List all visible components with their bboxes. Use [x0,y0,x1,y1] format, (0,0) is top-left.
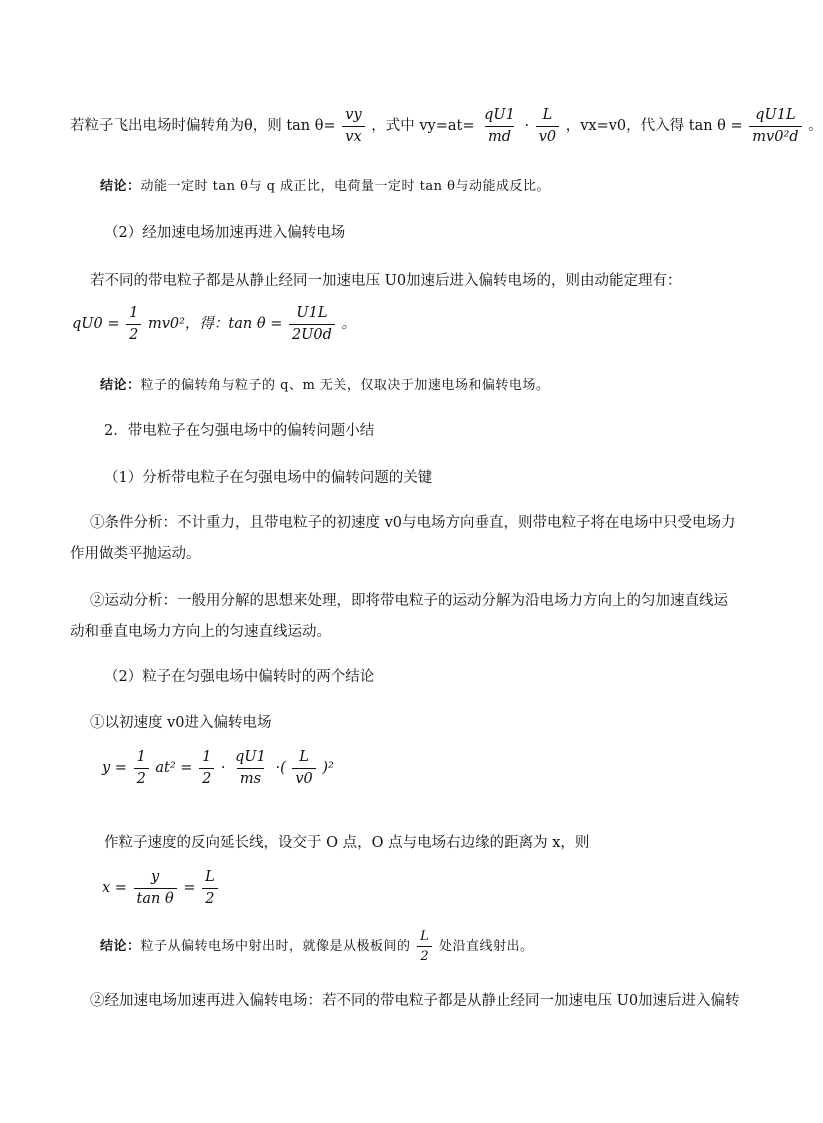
conclusion-text: 粒子的偏转角与粒子的 q、m 无关，仅取决于加速电场和偏转电场。 [140,378,550,393]
fraction-L-2: $\frac{L}{2}$ [417,930,432,963]
fraction-qU1L-mv0d: $\frac{qU1L}{\text{mv0²d}}$ [749,108,801,144]
para-deflection-angle: 若粒子飞出电场时偏转角为θ，则 tan θ= $\frac{vy}{vx}$ ，式中 vy=at= $\frac{qU1}{md}$ · $\frac{L}{v0}$ ，vx=v0，代入得 tan θ = $\frac{qU1L}{\text{mv0²d}}$ 。 [70,107,823,145]
conclusion-text: 动能一定时 tan θ与 q 成正比，电荷量一定时 tan θ与动能成反比。 [140,179,550,194]
para1-text-c: ，vx=v0，代入得 tan θ = [565,118,743,134]
equation-deflection-y: y = $\frac{1}{2}$ at² = $\frac{1}{2}$ · $\frac{qU1}{ms}$ ·( $\frac{L}{v0}$ )² [102,749,334,787]
motion-analysis-line-2: 动和垂直电场力方向上的匀速直线运动。 [70,624,331,640]
para1-text-b: ，式中 vy=at= [371,118,475,134]
section-heading-2: 2．带电粒子在匀强电场中的偏转问题小结 [104,423,375,439]
fraction-vy-vx: $\frac{vy}{vx}$ [342,108,364,144]
fraction-half: $\frac{1}{2}$ [199,750,214,786]
conclusion-3: 结论：粒子从偏转电场中射出时，就像是从极板间的 $\frac{L}{2}$ 处沿直线射出。 [100,929,534,964]
fraction-L-2: $\frac{L}{2}$ [202,870,218,906]
para-kinetic-energy: 若不同的带电粒子都是从静止经同一加速电压 U0加速后进入偏转电场的，则由动能定理有： [90,273,682,289]
fraction-qU1-ms: $\frac{qU1}{ms}$ [235,749,266,787]
result-accelerate-then-deflect: ②经加速电场加速再进入偏转电场：若不同的带电粒子都是从静止经同一加速电压 U0加速后进入偏转 [90,993,740,1009]
heading-accelerate-then-deflect: （2）经加速电场加速再进入偏转电场 [104,225,346,241]
result-initial-velocity: ①以初速度 v0进入偏转电场 [90,715,272,731]
fraction-L-v0: $\frac{L}{v0}$ [536,108,559,144]
subheading-key-analysis: （1）分析带电粒子在匀强电场中的偏转问题的关键 [104,470,433,486]
conclusion-label: 结论： [100,939,141,954]
para-reverse-extension: 作粒子速度的反向延长线，设交于 O 点，O 点与电场右边缘的距离为 x，则 [104,835,590,851]
conclusion-1 [100,180,550,193]
conclusion-2 [100,379,549,392]
equation-kinetic: qU0 = $\frac{1}{2}$ mv0²，得：tan θ = $\frac{U1L}{2U0d}$ 。 [72,305,357,343]
condition-analysis-line-1: ①条件分析：不计重力，且带电粒子的初速度 v0与电场方向垂直，则带电粒子将在电场中只受电场力 [90,515,736,531]
fraction-qU1-md: $\frac{qU1}{md}$ [484,107,515,145]
conclusion-label: 结论： [100,179,141,194]
equation-x-distance: x = $\frac{y}{\text{tan θ}}$ = $\frac{L}{2}$ [102,870,220,906]
fraction-U1L-2U0d: $\frac{U1L}{2U0d}$ [289,306,335,342]
fraction-y-tan: $\frac{y}{\text{tan θ}}$ [134,870,177,906]
motion-analysis-line-1: ②运动分析：一般用分解的思想来处理，即将带电粒子的运动分解为沿电场力方向上的匀加速直线运 [90,593,728,609]
fraction-L-v0: $\frac{L}{v0}$ [292,750,315,786]
para1-text-a: 若粒子飞出电场时偏转角为θ，则 tan θ= [70,118,336,134]
condition-analysis-line-2: 作用做类平抛运动。 [70,546,201,562]
subheading-two-conclusions: （2）粒子在匀强电场中偏转时的两个结论 [104,669,375,685]
fraction-half: $\frac{1}{2}$ [134,750,149,786]
fraction-half: $\frac{1}{2}$ [126,306,141,342]
conclusion-label: 结论： [100,378,141,393]
